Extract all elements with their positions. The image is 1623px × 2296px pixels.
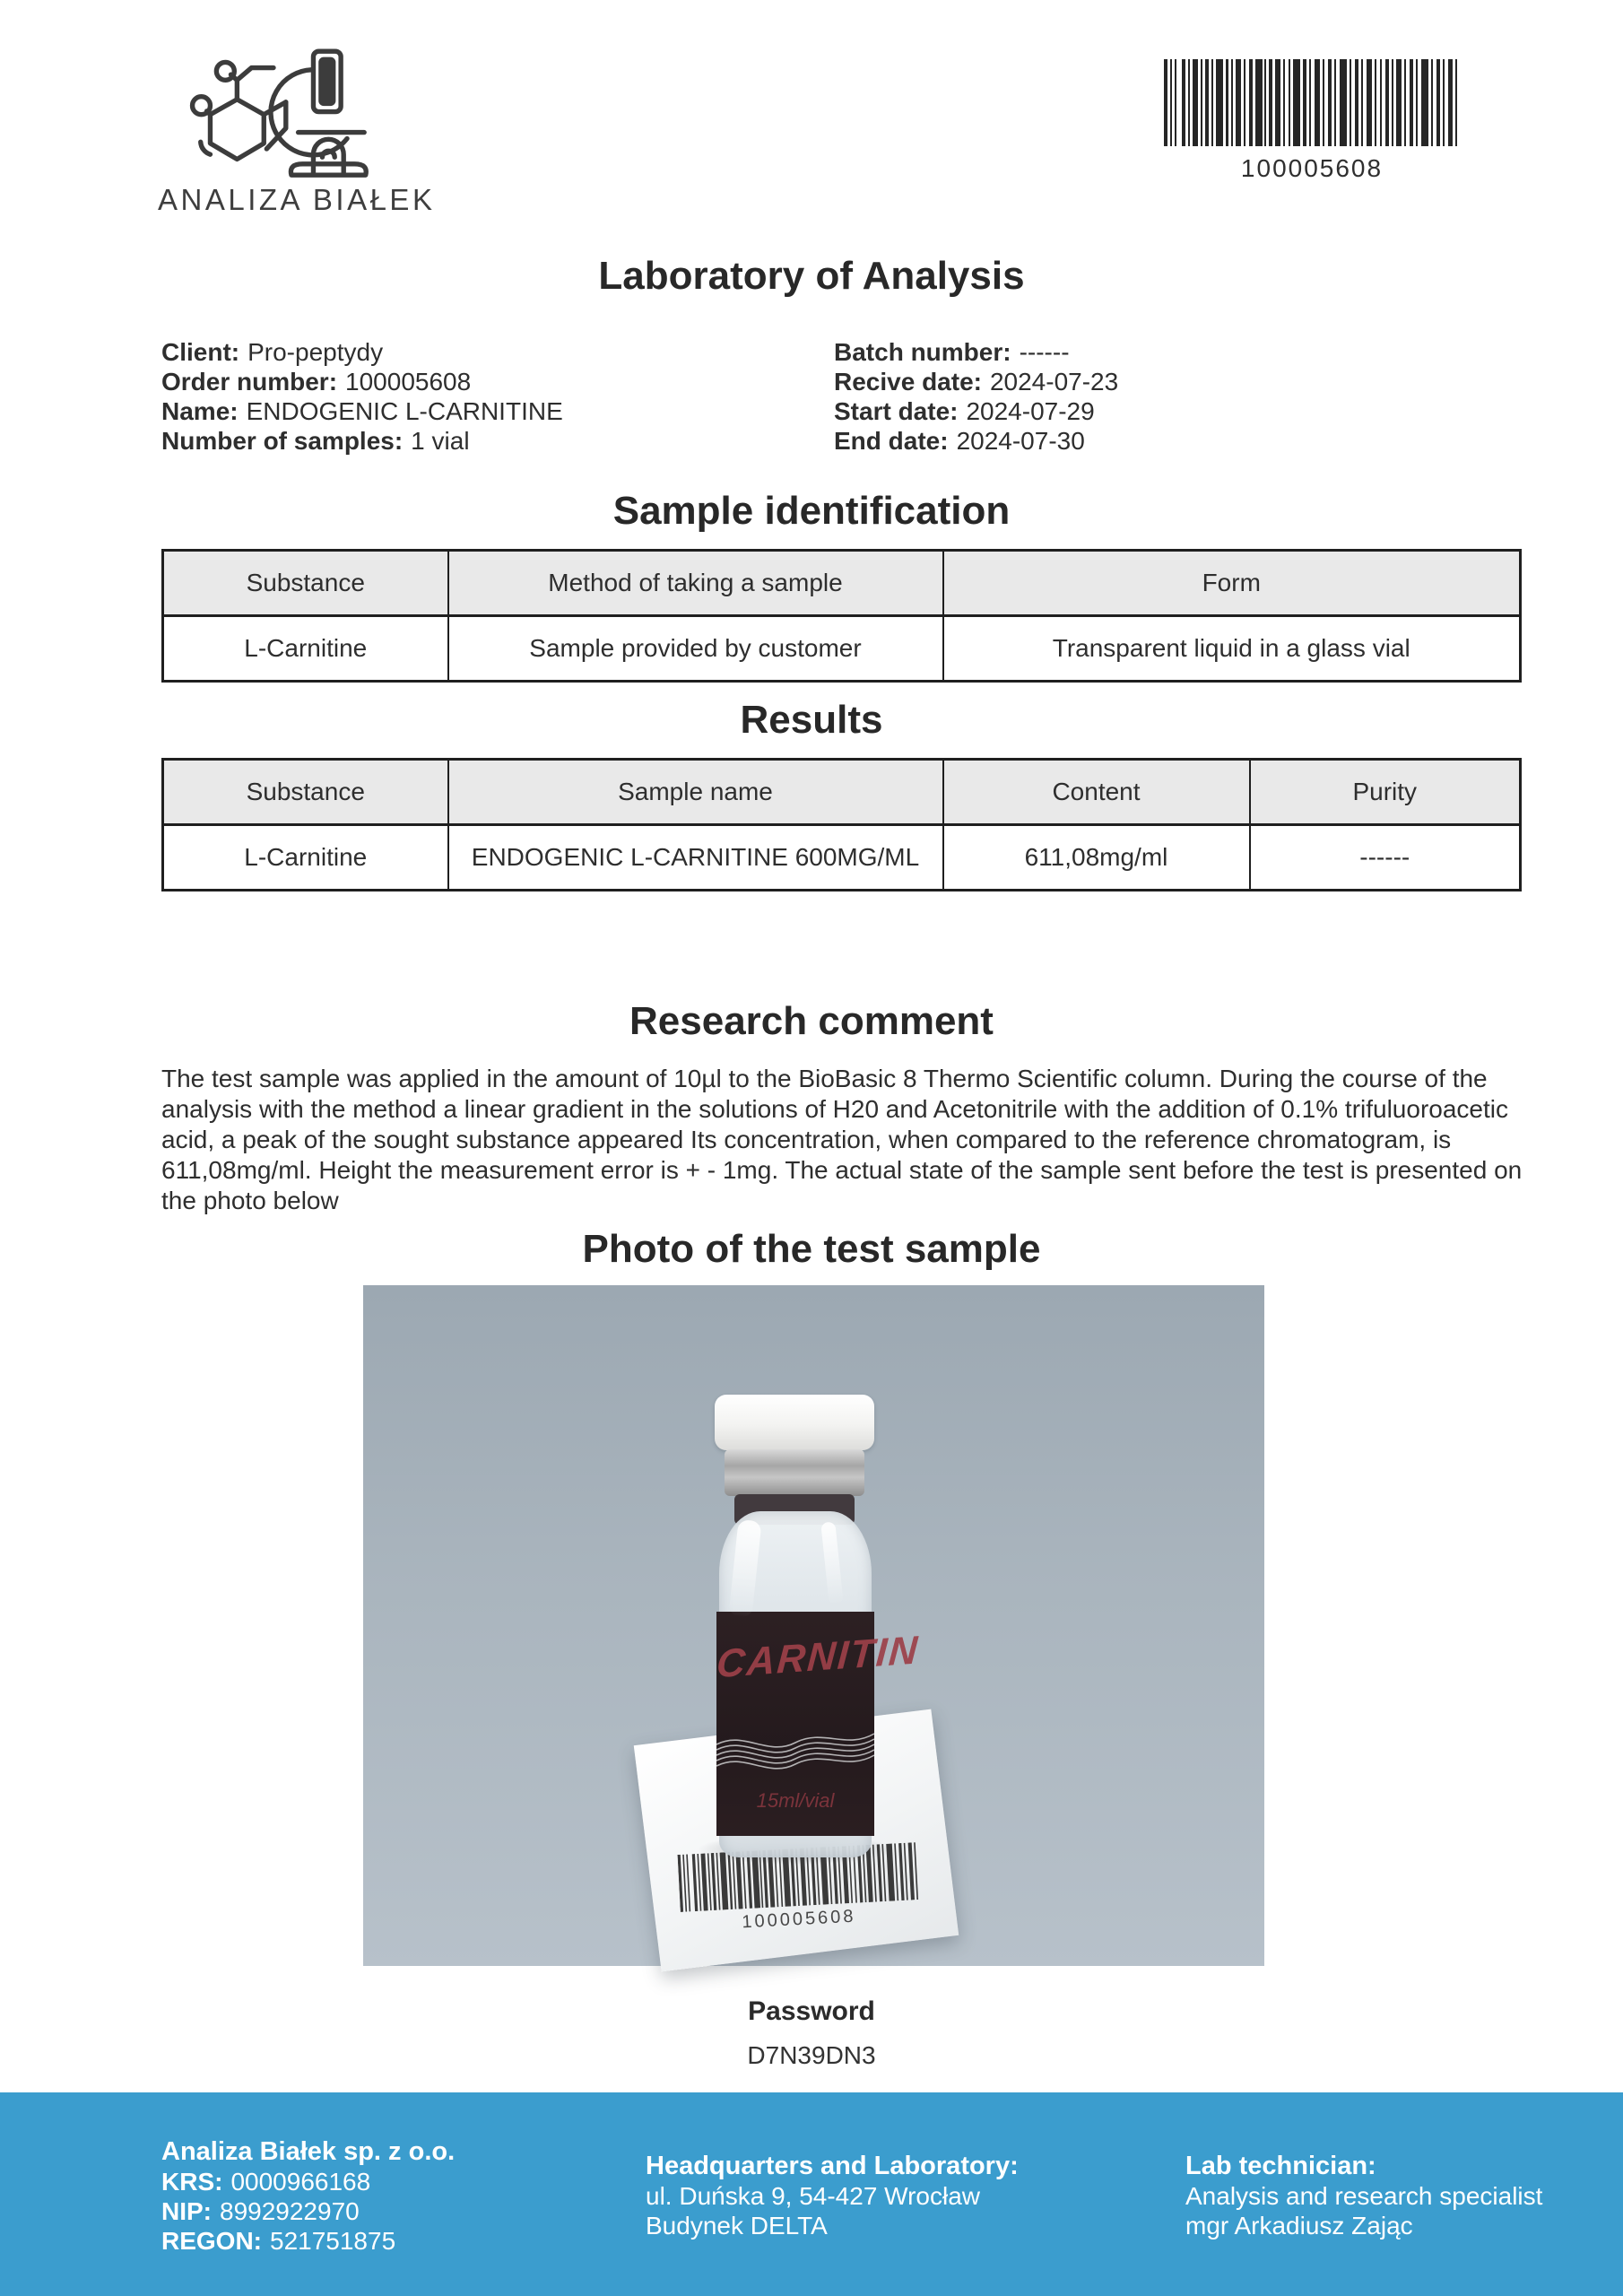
vial-crimp-seal bbox=[725, 1449, 864, 1496]
footer-technician-role: Analysis and research specialist bbox=[1185, 2182, 1543, 2210]
info-receive-date: Recive date: 2024-07-23 bbox=[834, 368, 1119, 396]
sample-identification-table bbox=[161, 549, 1522, 683]
footer-krs: KRS: 0000966168 bbox=[161, 2168, 371, 2196]
section-research-comment: Research comment bbox=[629, 999, 994, 1043]
results-table bbox=[161, 758, 1522, 891]
info-client: Client: Pro-peptydy bbox=[161, 338, 384, 366]
table-header-row bbox=[163, 760, 1521, 825]
footer-technician-name: mgr Arkadiusz Zając bbox=[1185, 2212, 1413, 2239]
vial-label-title: CARNITIN bbox=[715, 1628, 921, 1687]
order-info-right bbox=[834, 337, 1118, 456]
company-name: ANALIZA BIAŁEK bbox=[158, 183, 436, 216]
glass-highlight bbox=[728, 1519, 761, 1618]
sample-photo bbox=[363, 1285, 1264, 1966]
vial-cap bbox=[715, 1395, 874, 1450]
page-title: Laboratory of Analysis bbox=[598, 254, 1025, 298]
vial-label bbox=[715, 1612, 921, 1836]
vial-label-sub: 15ml/vial bbox=[756, 1789, 835, 1812]
table-row: L-Carnitine Sample provided by customer Transparent liquid in a glass vial bbox=[163, 616, 1521, 682]
col-substance: Substance bbox=[163, 760, 448, 825]
col-substance: Substance bbox=[163, 551, 448, 616]
footer-technician-title: Lab technician: bbox=[1185, 2152, 1376, 2180]
order-barcode-number: 100005608 bbox=[1240, 154, 1384, 182]
footer-technician-block bbox=[1185, 2152, 1542, 2240]
info-end-date: End date: 2024-07-30 bbox=[834, 427, 1085, 455]
footer-company-name: Analiza Białek sp. z o.o. bbox=[161, 2137, 456, 2166]
col-sample-name: Sample name bbox=[448, 760, 943, 825]
footer-regon: REGON: 521751875 bbox=[161, 2227, 396, 2255]
photo-barcode-number: 100005608 bbox=[741, 1906, 857, 1933]
order-barcode bbox=[1164, 59, 1460, 146]
col-content: Content bbox=[943, 760, 1250, 825]
info-samples: Number of samples: 1 vial bbox=[161, 427, 470, 455]
col-method: Method of taking a sample bbox=[448, 551, 943, 616]
footer-address-line: ul. Duńska 9, 54-427 Wrocław bbox=[646, 2182, 980, 2210]
info-order-number: Order number: 100005608 bbox=[161, 368, 472, 396]
glass-highlight bbox=[820, 1521, 844, 1605]
company-logo-icon bbox=[170, 38, 377, 178]
section-sample-identification: Sample identification bbox=[612, 489, 1011, 533]
password-label: Password bbox=[748, 1996, 875, 2026]
footer-company-block bbox=[161, 2137, 455, 2256]
col-form: Form bbox=[943, 551, 1521, 616]
info-batch: Batch number: ------ bbox=[834, 338, 1070, 366]
footer-building-line: Budynek DELTA bbox=[646, 2212, 828, 2239]
col-purity: Purity bbox=[1250, 760, 1521, 825]
footer-nip: NIP: 8992922970 bbox=[161, 2197, 360, 2225]
info-start-date: Start date: 2024-07-29 bbox=[834, 397, 1095, 425]
footer-headquarters-title: Headquarters and Laboratory: bbox=[646, 2152, 1019, 2180]
footer-headquarters-block bbox=[646, 2152, 1019, 2240]
info-name: Name: ENDOGENIC L-CARNITINE bbox=[161, 397, 563, 425]
page-footer bbox=[0, 2092, 1623, 2296]
vial-glass-body bbox=[715, 1511, 921, 1857]
order-info-left bbox=[161, 337, 563, 456]
password-value: D7N39DN3 bbox=[747, 2041, 876, 2069]
research-comment-text: The test sample was applied in the amount of 10µl to the BioBasic 8 Thermo Scientific column. During the course of the analysis with the method a linear gradient in the solutions of H20 and Acetonitrile with the addition of 0.1% trifuluoroacetic acid, a peak of the sought substance appeared Its concentration, when compared to the reference chromatogram, is 611,08mg/ml. Height the measurement error is + - 1mg. The actual state of the sample sent before the test is presented on the photo below bbox=[161, 1065, 1523, 1214]
vial-label-waves bbox=[716, 1718, 874, 1784]
section-results: Results bbox=[740, 698, 883, 742]
table-header-row bbox=[163, 551, 1521, 616]
table-row: L-Carnitine ENDOGENIC L-CARNITINE 600MG/ML 611,08mg/ml ------ bbox=[163, 825, 1521, 891]
section-photo-title: Photo of the test sample bbox=[582, 1227, 1041, 1271]
